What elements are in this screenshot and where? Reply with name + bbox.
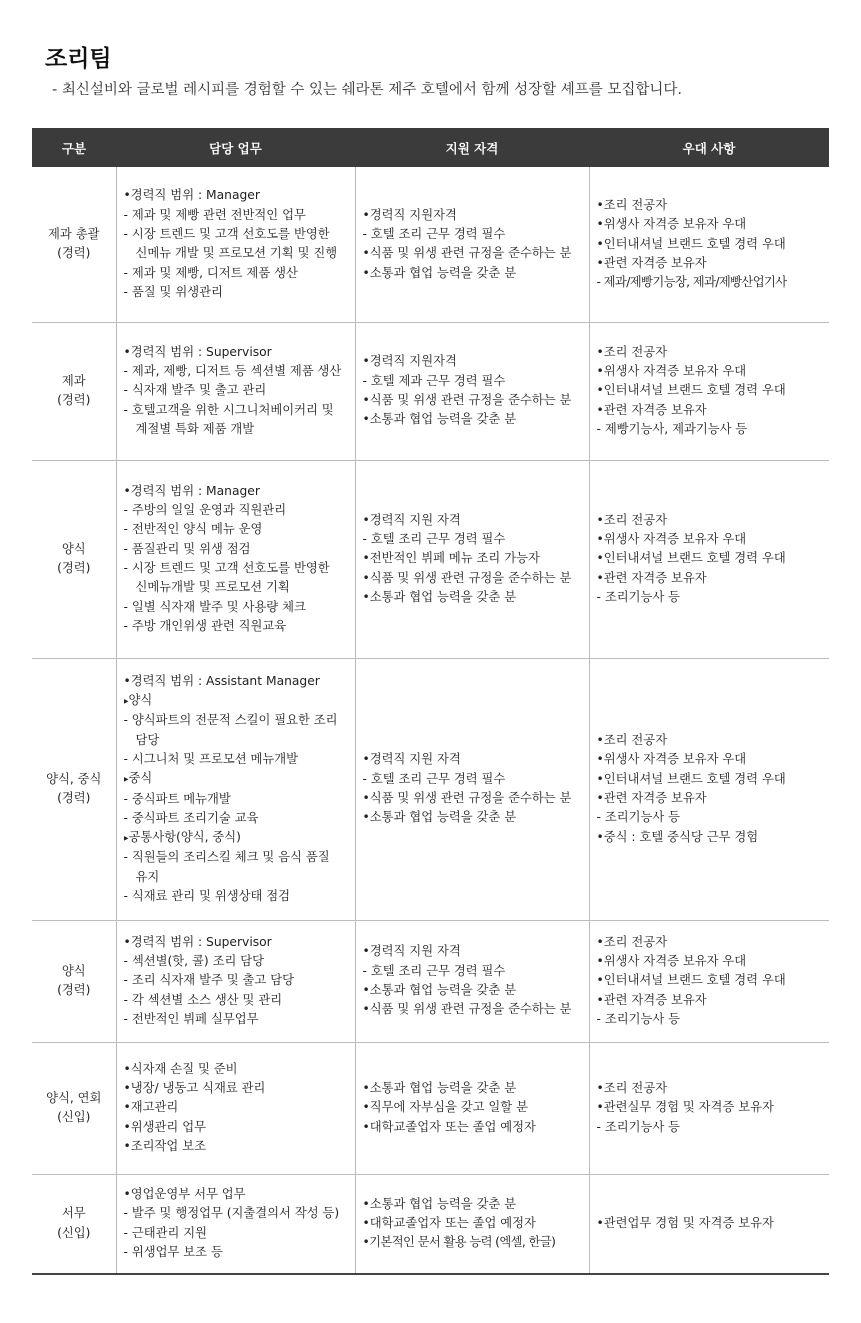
- duties-line: - 제과 및 제빵 관련 전반적인 업무: [124, 206, 349, 225]
- table-row: [32, 920, 829, 1042]
- duties-line: - 시그니처 및 프로모션 메뉴개발: [124, 750, 349, 769]
- header-preferences: 우대 사항: [589, 128, 829, 167]
- preferences-line: • 관련업무 경험 및 자격증 보유자: [597, 1214, 824, 1233]
- preferences-cell: [589, 658, 829, 920]
- duties-cell: [116, 658, 355, 920]
- qualifications-line: • 대학교졸업자 또는 졸업 예정자: [363, 1118, 583, 1137]
- duties-line: - 일별 식자재 발주 및 사용량 체크: [124, 598, 349, 617]
- duties-line: - 호텔고객을 위한 시그니처베이커리 및: [124, 401, 349, 420]
- qualifications-cell: [355, 460, 589, 658]
- qualifications-line: - 호텔 제과 근무 경력 필수: [363, 372, 583, 391]
- qualifications-cell: [355, 167, 589, 322]
- category-text: (경력): [57, 561, 91, 575]
- qualifications-line: • 식품 및 위생 관련 규정을 준수하는 분: [363, 244, 583, 263]
- duties-line: - 제과, 제빵, 디저트 등 섹션별 제품 생산: [124, 362, 349, 381]
- category-cell: [32, 920, 116, 1042]
- table-header: [32, 128, 829, 167]
- preferences-line: • 조리 전공자: [597, 1079, 824, 1098]
- preferences-line: • 조리 전공자: [597, 731, 824, 750]
- duties-line: - 주방 개인위생 관련 직원교육: [124, 617, 349, 636]
- duties-line: - 주방의 일일 운영과 직원관리: [124, 501, 349, 520]
- preferences-line: • 인터내셔널 브랜드 호텔 경력 우대: [597, 770, 824, 789]
- preferences-line: • 위생사 자격증 보유자 우대: [597, 362, 824, 381]
- preferences-cell: [589, 322, 829, 460]
- category-cell: [32, 1174, 116, 1274]
- duties-line: - 식자재 발주 및 출고 관리: [124, 381, 349, 400]
- preferences-line: • 관련실무 경험 및 자격증 보유자: [597, 1098, 824, 1117]
- qualifications-line: • 소통과 협업 능력을 갖춘 분: [363, 981, 583, 1000]
- preferences-line: • 인터내셔널 브랜드 호텔 경력 우대: [597, 549, 824, 568]
- duties-line: - 중식파트 메뉴개발: [124, 790, 349, 809]
- qualifications-line: - 호텔 조리 근무 경력 필수: [363, 225, 583, 244]
- preferences-line: - 조리기능사 등: [597, 1118, 824, 1137]
- table-row: [32, 658, 829, 920]
- category-cell: [32, 460, 116, 658]
- duties-line: • 재고관리: [124, 1098, 349, 1117]
- qualifications-line: • 기본적인 문서 활용 능력 (엑셀, 한글): [363, 1233, 583, 1252]
- category-text: (경력): [57, 983, 91, 997]
- duties-line: • 위생관리 업무: [124, 1118, 349, 1137]
- duties-line: 계절별 특화 제품 개발: [135, 421, 255, 436]
- duties-line: - 시장 트렌드 및 고객 선호도를 반영한: [124, 225, 349, 244]
- preferences-line: - 조리기능사 등: [597, 588, 824, 607]
- preferences-line: • 관련 자격증 보유자: [597, 401, 824, 420]
- qualifications-line: • 소통과 협업 능력을 갖춘 분: [363, 1195, 583, 1214]
- qualifications-line: • 소통과 협업 능력을 갖춘 분: [363, 808, 583, 827]
- qualifications-line: - 호텔 조리 근무 경력 필수: [363, 530, 583, 549]
- duties-line: • 경력직 범위 : Supervisor: [124, 933, 349, 952]
- table-row: [32, 322, 829, 460]
- category-text: 양식: [61, 963, 86, 978]
- duties-line: 담당: [135, 732, 160, 747]
- preferences-line: • 관련 자격증 보유자: [597, 254, 824, 273]
- duties-cell: [116, 322, 355, 460]
- preferences-line: • 위생사 자격증 보유자 우대: [597, 952, 824, 971]
- qualifications-line: • 식품 및 위생 관련 규정을 준수하는 분: [363, 1000, 583, 1019]
- qualifications-line: - 호텔 조리 근무 경력 필수: [363, 770, 583, 789]
- qualifications-line: • 전반적인 뷔페 메뉴 조리 가능자: [363, 549, 583, 568]
- duties-line: • 조리작업 보조: [124, 1137, 349, 1156]
- table-row: [32, 460, 829, 658]
- duties-line: • 경력직 범위 : Supervisor: [124, 343, 349, 362]
- header-duties: 담당 업무: [116, 128, 355, 167]
- duties-line: - 각 섹션별 소스 생산 및 관리: [124, 991, 349, 1010]
- duties-line: - 양식파트의 전문적 스킬이 필요한 조리: [124, 711, 349, 730]
- preferences-line: • 관련 자격증 보유자: [597, 569, 824, 588]
- category-text: 제과: [61, 373, 86, 388]
- duties-line: 신메뉴개발 및 프로모션 기획: [135, 580, 290, 595]
- qualifications-line: • 경력직 지원자격: [363, 206, 583, 225]
- recruitment-table: [32, 128, 829, 1275]
- preferences-line: • 조리 전공자: [597, 343, 824, 362]
- duties-cell: [116, 920, 355, 1042]
- qualifications-line: - 호텔 조리 근무 경력 필수: [363, 962, 583, 981]
- duties-line: ▸ 공통사항(양식, 중식): [124, 828, 349, 848]
- duties-cell: [116, 1042, 355, 1174]
- category-text: (신입): [57, 1110, 91, 1124]
- qualifications-line: • 식품 및 위생 관련 규정을 준수하는 분: [363, 789, 583, 808]
- preferences-line: • 조리 전공자: [597, 933, 824, 952]
- preferences-line: - 조리기능사 등: [597, 1010, 824, 1029]
- page-title: 조리팀: [45, 46, 112, 72]
- qualifications-line: • 소통과 협업 능력을 갖춘 분: [363, 1079, 583, 1098]
- duties-line: ▸ 양식: [124, 691, 349, 711]
- qualifications-line: • 소통과 협업 능력을 갖춘 분: [363, 588, 583, 607]
- duties-line: - 조리 식자재 발주 및 출고 담당: [124, 971, 349, 990]
- preferences-cell: [589, 460, 829, 658]
- preferences-line: • 인터내셔널 브랜드 호텔 경력 우대: [597, 235, 824, 254]
- qualifications-line: • 경력직 지원 자격: [363, 511, 583, 530]
- duties-cell: [116, 460, 355, 658]
- preferences-cell: [589, 920, 829, 1042]
- category-text: (신입): [57, 1225, 91, 1240]
- preferences-cell: [589, 1042, 829, 1174]
- category-text: 양식, 중식: [46, 771, 102, 786]
- qualifications-line: • 직무에 자부심을 갖고 일할 분: [363, 1098, 583, 1117]
- duties-line: ▸ 중식: [124, 769, 349, 789]
- preferences-line: • 위생사 자격증 보유자 우대: [597, 215, 824, 234]
- preferences-line: • 중식 : 호텔 중식당 근무 경험: [597, 828, 824, 847]
- duties-line: - 식재료 관리 및 위생상태 점검: [124, 887, 349, 906]
- preferences-line: • 위생사 자격증 보유자 우대: [597, 530, 824, 549]
- category-text: 서무: [61, 1206, 86, 1221]
- table-row: [32, 167, 829, 322]
- qualifications-line: • 소통과 협업 능력을 갖춘 분: [363, 410, 583, 429]
- preferences-line: - 제과/제빵기능장, 제과/제빵산업기사: [597, 273, 824, 292]
- duties-cell: [116, 167, 355, 322]
- duties-line: - 직원들의 조리스킬 체크 및 음식 품질: [124, 848, 349, 867]
- qualifications-line: • 식품 및 위생 관련 규정을 준수하는 분: [363, 569, 583, 588]
- category-text: 양식, 연회: [46, 1090, 102, 1105]
- duties-line: - 전반적인 뷔페 실무업무: [124, 1010, 349, 1029]
- qualifications-line: • 식품 및 위생 관련 규정을 준수하는 분: [363, 391, 583, 410]
- duties-line: • 경력직 범위 : Manager: [124, 186, 349, 205]
- qualifications-cell: [355, 1174, 589, 1274]
- header-category: 구분: [32, 128, 116, 167]
- duties-line: - 전반적인 양식 메뉴 운영: [124, 520, 349, 539]
- qualifications-line: • 경력직 지원자격: [363, 352, 583, 371]
- preferences-line: • 인터내셔널 브랜드 호텔 경력 우대: [597, 381, 824, 400]
- qualifications-cell: [355, 658, 589, 920]
- qualifications-cell: [355, 322, 589, 460]
- category-text: 제과 총괄: [48, 226, 100, 241]
- header-qualifications: 지원 자격: [355, 128, 589, 167]
- duties-line: • 경력직 범위 : Manager: [124, 482, 349, 501]
- preferences-cell: [589, 167, 829, 322]
- duties-line: - 중식파트 조리기술 교육: [124, 809, 349, 828]
- duties-line: - 시장 트렌드 및 고객 선호도를 반영한: [124, 559, 349, 578]
- qualifications-line: • 소통과 협업 능력을 갖춘 분: [363, 264, 583, 283]
- qualifications-line: • 경력직 지원 자격: [363, 942, 583, 961]
- duties-line: - 섹션별(핫, 콜) 조리 담당: [124, 952, 349, 971]
- page-subtitle: - 최신설비와 글로벌 레시피를 경험할 수 있는 쉐라톤 제주 호텔에서 함께 성장할 셰프를 모집합니다.: [52, 82, 683, 98]
- preferences-line: - 제빵기능사, 제과기능사 등: [597, 420, 824, 439]
- category-text: 양식: [61, 541, 86, 556]
- category-cell: [32, 1042, 116, 1174]
- preferences-line: • 조리 전공자: [597, 511, 824, 530]
- qualifications-cell: [355, 920, 589, 1042]
- duties-line: - 근태관리 지원: [124, 1224, 349, 1243]
- category-cell: [32, 167, 116, 322]
- duties-line: - 위생업무 보조 등: [124, 1243, 349, 1262]
- qualifications-line: • 경력직 지원 자격: [363, 750, 583, 769]
- table-row: [32, 1174, 829, 1274]
- table-row: [32, 1042, 829, 1174]
- duties-line: - 제과 및 제빵, 디저트 제품 생산: [124, 264, 349, 283]
- preferences-line: • 조리 전공자: [597, 196, 824, 215]
- duties-cell: [116, 1174, 355, 1274]
- duties-line: • 영업운영부 서무 업무: [124, 1185, 349, 1204]
- category-text: (경력): [57, 246, 91, 261]
- qualifications-cell: [355, 1042, 589, 1174]
- category-cell: [32, 322, 116, 460]
- category-text: (경력): [57, 791, 91, 805]
- duties-line: - 품질관리 및 위생 점검: [124, 540, 349, 559]
- duties-line: • 냉장/ 냉동고 식재료 관리: [124, 1079, 349, 1098]
- category-text: (경력): [57, 393, 91, 407]
- category-cell: [32, 658, 116, 920]
- preferences-line: - 조리기능사 등: [597, 808, 824, 827]
- duties-line: - 품질 및 위생관리: [124, 283, 349, 302]
- duties-line: 신메뉴 개발 및 프로모션 기획 및 진행: [135, 246, 338, 261]
- preferences-line: • 인터내셔널 브랜드 호텔 경력 우대: [597, 971, 824, 990]
- duties-line: • 식자재 손질 및 준비: [124, 1060, 349, 1079]
- table-body: [32, 167, 829, 1274]
- duties-line: 유지: [135, 869, 160, 884]
- preferences-line: • 위생사 자격증 보유자 우대: [597, 750, 824, 769]
- preferences-line: • 관련 자격증 보유자: [597, 991, 824, 1010]
- duties-line: - 발주 및 행정업무 (지출결의서 작성 등): [124, 1204, 349, 1223]
- preferences-line: • 관련 자격증 보유자: [597, 789, 824, 808]
- qualifications-line: • 대학교졸업자 또는 졸업 예정자: [363, 1214, 583, 1233]
- preferences-cell: [589, 1174, 829, 1274]
- duties-line: • 경력직 범위 : Assistant Manager: [124, 672, 349, 691]
